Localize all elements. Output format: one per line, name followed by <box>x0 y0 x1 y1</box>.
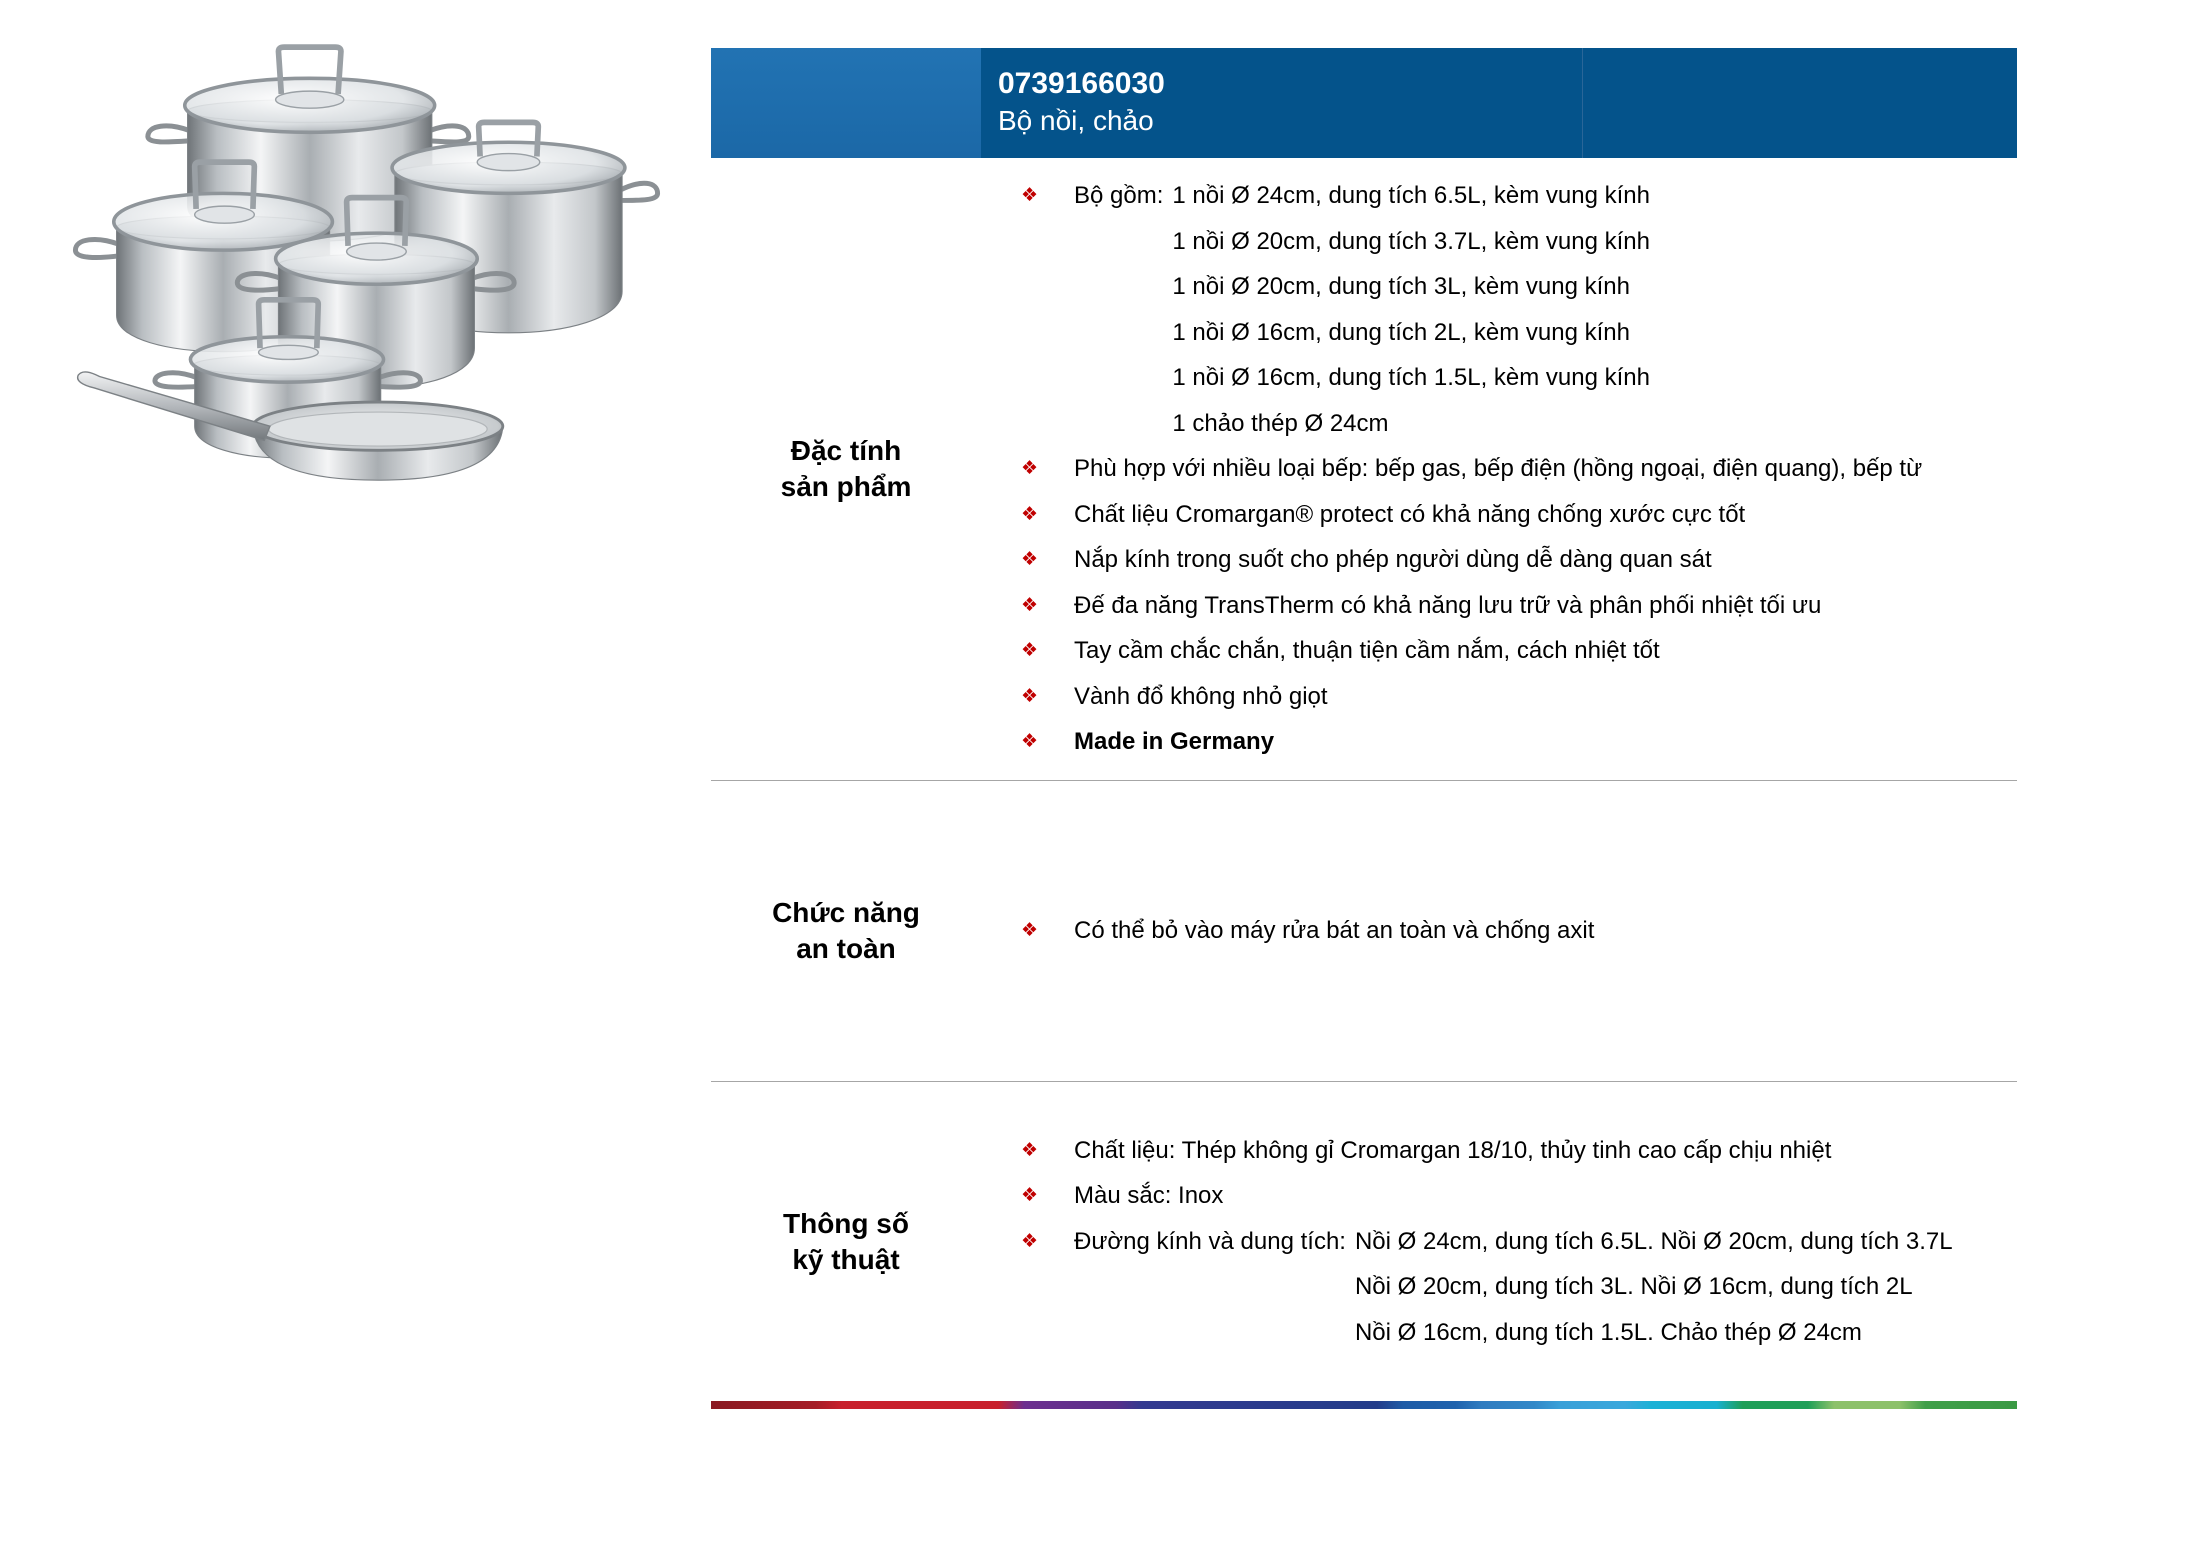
section-label <box>711 895 981 967</box>
bullet-diamond-icon: ❖ <box>1021 919 1039 942</box>
product-code: 0739166030 <box>998 67 1165 100</box>
dimensions-line: Nồi Ø 24cm, dung tích 6.5L. Nồi Ø 20cm, dung tích 3.7L <box>1354 1227 1953 1255</box>
section-specifications <box>711 1082 2017 1401</box>
header-right-cell <box>1582 48 2017 158</box>
section-label <box>711 433 981 505</box>
header-left-cell <box>711 48 981 158</box>
set-contents-prefix: Bộ gồm: <box>1074 182 1164 210</box>
bullet-diamond-icon: ❖ <box>1021 1229 1039 1252</box>
bullet-diamond-icon: ❖ <box>1021 548 1039 571</box>
spec-text: Chất liệu: Thép không gỉ Cromargan 18/10, thủy tinh cao cấp chịu nhiệt <box>1074 1136 1832 1164</box>
set-contents-lines <box>1172 173 1650 446</box>
table-header <box>711 48 2017 158</box>
set-contents-line: 1 nồi Ø 16cm, dung tích 1.5L, kèm vung kính <box>1172 364 1650 392</box>
section-label-line: sản phẩm <box>780 471 912 502</box>
list-item <box>1021 492 1922 538</box>
list-item <box>1021 908 1594 954</box>
section-safety-functions <box>711 781 2017 1082</box>
section-label-line: Thông số <box>783 1207 909 1239</box>
section-label-line: Đặc tính <box>790 435 902 466</box>
bullet-diamond-icon: ❖ <box>1021 730 1039 753</box>
list-item <box>1021 628 1922 674</box>
set-contents-line: 1 nồi Ø 24cm, dung tích 6.5L, kèm vung kính <box>1172 182 1650 210</box>
list-item <box>1021 1173 1953 1219</box>
list-item-set-contents <box>1021 173 1922 446</box>
cookware-set-photo <box>68 40 665 483</box>
list-item <box>1021 537 1922 583</box>
bullet-diamond-icon: ❖ <box>1021 639 1039 662</box>
list-item <box>1021 583 1922 629</box>
feature-text: Chất liệu Cromargan® protect có khả năng chống xước cực tốt <box>1074 500 1746 528</box>
list-item-origin <box>1021 719 1922 765</box>
header-title-cell <box>981 48 1582 158</box>
spec-text: Màu sắc: Inox <box>1074 1182 1224 1210</box>
bullet-diamond-icon: ❖ <box>1021 593 1039 616</box>
feature-text: Nắp kính trong suốt cho phép người dùng dễ dàng quan sát <box>1074 546 1712 574</box>
spec-table <box>711 48 2017 1401</box>
set-contents-line: 1 nồi Ø 20cm, dung tích 3.7L, kèm vung kính <box>1172 227 1650 255</box>
list-item <box>1021 446 1922 492</box>
dimensions-prefix: Đường kính và dung tích: <box>1074 1227 1346 1255</box>
set-contents-line: 1 nồi Ø 20cm, dung tích 3L, kèm vung kính <box>1172 273 1630 301</box>
list-item <box>1021 674 1922 720</box>
set-contents-line: 1 chảo thép Ø 24cm <box>1172 409 1389 437</box>
dimensions-line: Nồi Ø 16cm, dung tích 1.5L. Chảo thép Ø 24cm <box>1354 1318 1862 1346</box>
list-item <box>1021 1128 1953 1174</box>
bullet-diamond-icon: ❖ <box>1021 1184 1039 1207</box>
bullet-diamond-icon: ❖ <box>1021 1138 1039 1161</box>
spec-list <box>981 1128 1953 1356</box>
bullet-diamond-icon: ❖ <box>1021 457 1039 480</box>
origin-text: Made in Germany <box>1074 728 1275 756</box>
safety-list <box>981 908 1594 954</box>
product-name: Bộ nồi, chảo <box>998 105 1154 136</box>
section-label-line: an toàn <box>796 933 896 964</box>
brand-color-stripe <box>711 1401 2017 1409</box>
section-label-line: Chức năng <box>772 897 920 928</box>
feature-text: Phù hợp với nhiều loại bếp: bếp gas, bếp điện (hồng ngoại, điện quang), bếp từ <box>1074 455 1923 483</box>
dimensions-line: Nồi Ø 20cm, dung tích 3L. Nồi Ø 16cm, dung tích 2L <box>1354 1273 1913 1301</box>
set-contents-line: 1 nồi Ø 16cm, dung tích 2L, kèm vung kính <box>1172 318 1630 346</box>
section-label-line: kỹ thuật <box>792 1243 900 1275</box>
section-label <box>711 1206 981 1278</box>
bullet-diamond-icon: ❖ <box>1021 502 1039 525</box>
bullet-diamond-icon: ❖ <box>1021 684 1039 707</box>
safety-text: Có thể bỏ vào máy rửa bát an toàn và chống axit <box>1074 917 1595 945</box>
feature-list <box>981 173 1922 765</box>
dimensions-lines <box>1355 1219 1953 1356</box>
feature-text: Tay cầm chắc chắn, thuận tiện cầm nắm, cách nhiệt tốt <box>1074 637 1660 665</box>
feature-text: Vành đổ không nhỏ giọt <box>1074 682 1328 710</box>
list-item-dimensions <box>1021 1219 1953 1356</box>
bullet-diamond-icon: ❖ <box>1021 184 1039 207</box>
section-product-features <box>711 158 2017 781</box>
feature-text: Đế đa năng TransTherm có khả năng lưu trữ và phân phối nhiệt tối ưu <box>1074 591 1822 619</box>
